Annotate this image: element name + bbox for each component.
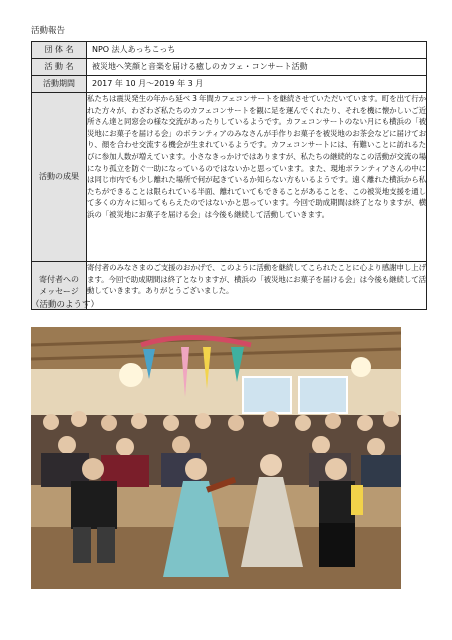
lamp-right (351, 357, 371, 377)
message-label: 寄付者への メッセージ (32, 262, 87, 310)
lamp-left (119, 363, 143, 387)
photo-caption: （活動のようす） (31, 300, 100, 310)
period-label: 活動期間 (32, 76, 87, 93)
window-left (243, 377, 291, 413)
activity-photo (31, 327, 401, 589)
page-heading: 活動報告 (31, 26, 66, 36)
activity-label: 活 動 名 (32, 59, 87, 76)
message-text: 寄付者のみなさまのご支援のおかげで、このように活動を継続してこられたことに心より感謝申し上げます。今回で助成期間は終了となりますが、横浜の「被災地にお菓子を届ける会」は今後も継続して活動していきます。ありがとうございました。 (87, 262, 427, 310)
window-right (299, 377, 347, 413)
org-label: 団 体 名 (32, 42, 87, 59)
activity-row (32, 59, 427, 76)
result-row (32, 93, 427, 262)
result-label: 活動の成果 (32, 93, 87, 262)
activity-photo-illustration (31, 327, 401, 589)
report-table (31, 41, 427, 310)
result-text: 私たちは震災発生の年から延べ 3 年間カフェコンサートを継続させていただいています。町を出て行かれた方々が、わざわざ私たちのカフェコンサートを観に足を運んでくれたり、それを機に懐かしいご近所さん達と同窓会の様な交流があったりしているようです。カフェコンサートのない月にも横浜の「被災地にお菓子を届ける会」のボランティアのみなさんが手作りお菓子を被災地のお茶会などに届けており、顔を合わせ交流する機会が生まれているようです。カフェコンサートには、有難いことに訪れるたびに参加人数が増えています。小さなきっかけではありますが、私たちの継続的なこの活動が交流の場になり孤立を防ぐ一助になっているのではないかと思っています。また、現地ボランティアさんの中には同じ市内でも少し離れた場所で何が起きているか知らない方もいるようです。遠く離れた横浜から私たちができることは限られている半面、離れていてもできることがあることを、この被災地支援を通して多くの方々に知ってもらえたのではないかと思っています。今回で助成期間は終了となりますが、横浜の「被災地にお菓子を届ける会」は今後も継続して活動していきます。 (87, 93, 427, 262)
activity-value: 被災地へ笑顔と音楽を届ける癒しのカフェ・コンサート活動 (87, 59, 427, 76)
period-value: 2017 年 10 月〜2019 年 3 月 (87, 76, 427, 93)
org-row (32, 42, 427, 59)
org-value: NPO 法人あっちこっち (87, 42, 427, 59)
period-row (32, 76, 427, 93)
